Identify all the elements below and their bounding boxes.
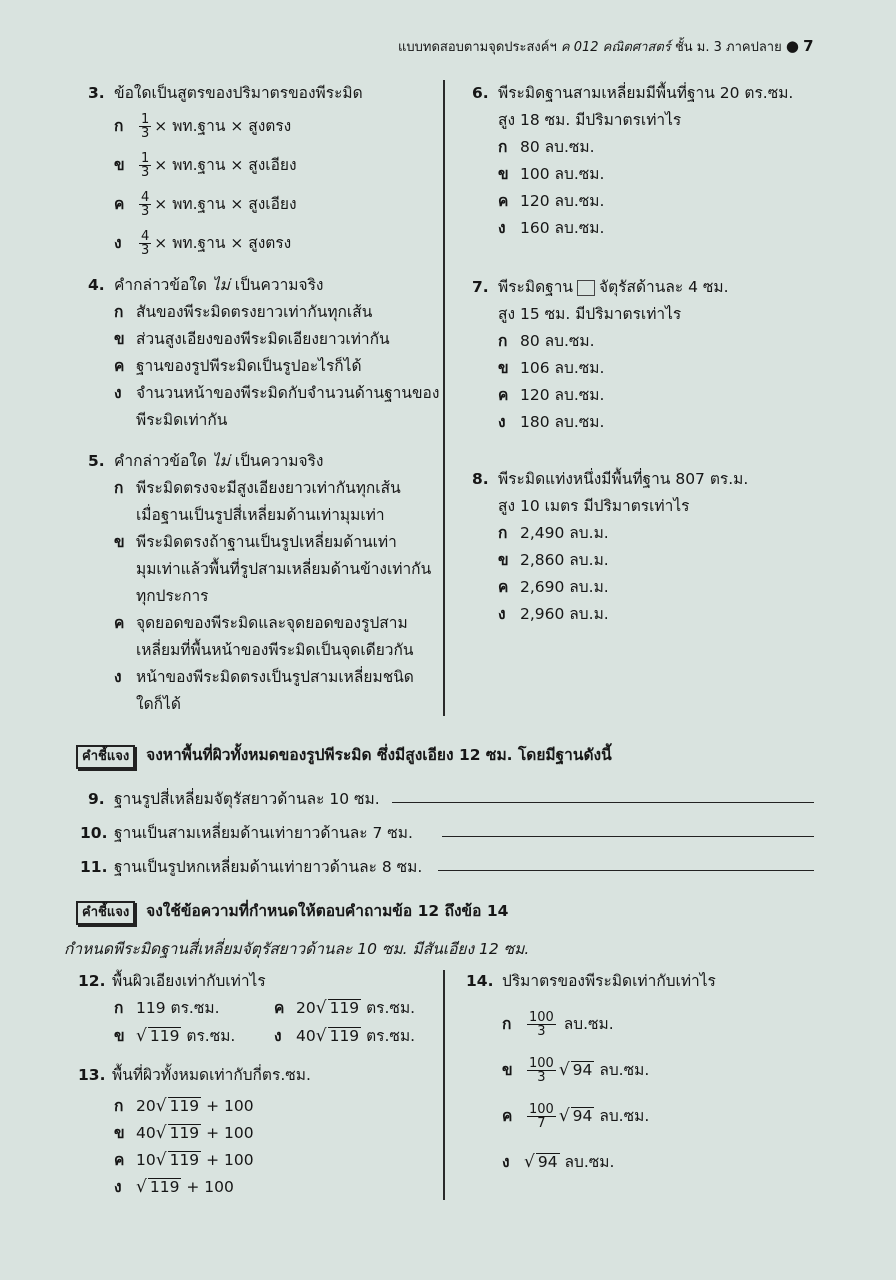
instruction-1: [76, 742, 876, 769]
option-c[interactable]: ค 20√ 119 ตร.ซม.: [274, 998, 416, 1018]
option-b[interactable]: ข $\frac{1}{3}$ × พท.ฐาน × สูงเอียง: [114, 151, 297, 180]
option-c[interactable]: ค 2,690 ลบ.ม.: [498, 578, 609, 596]
option-c[interactable]: ค ฐานของรูปพีระมิดเป็นรูปอะไรก็ได้: [114, 357, 362, 375]
question-12: 12. พื้นผิวเอียงเท่ากับเท่าไร ก 119 ตร.ซม. ค 20√ 119 ตร.ซม. ข √ 119 ตร.ซม. ง 40√ 119 ตร.ซม.: [78, 968, 438, 1051]
instruction-text: จงใช้ข้อความที่กำหนดให้ตอบคำถามข้อ 12 ถึงข้อ 14: [146, 902, 509, 920]
option-a[interactable]: ก 20√ 119 + 100: [114, 1096, 254, 1116]
option-d[interactable]: ง 160 ลบ.ซม.: [498, 219, 605, 237]
question-4: 4. คำกล่าวข้อใด ไม่ เป็นความจริง ก สันของพีระมิดตรงยาวเท่ากันทุกเส้น ข ส่วนสูงเอียงของพีระมิดเอียงยาวเท่ากัน ค ฐานของรูปพีระมิดเป็นรูปอะไรก็ได้ ง จำนวนหน้าของพีระมิดกับจำนวนด้านฐานของ พีระมิดเท่ากัน: [88, 272, 438, 434]
option-a[interactable]: ก $\frac{1}{3}$ × พท.ฐาน × สูงตรง: [114, 112, 292, 141]
question-6: 6. พีระมิดฐานสามเหลี่ยมมีพื้นที่ฐาน 20 ตร.ซม. สูง 18 ซม. มีปริมาตรเท่าไร ก 80 ลบ.ซม. ข 100 ลบ.ซม. ค 120 ลบ.ซม. ง 160 ลบ.ซม.: [472, 80, 872, 242]
option-b[interactable]: ข 40√ 119 + 100: [114, 1123, 254, 1143]
page-number: 7: [803, 37, 814, 55]
option-d[interactable]: ง 40√ 119 ตร.ซม.: [274, 1026, 416, 1046]
item-10: 10. ฐานเป็นสามเหลี่ยมด้านเท่ายาวด้านละ 7 ซม.: [80, 824, 413, 842]
question-8: 8. พีระมิดแท่งหนึ่งมีพื้นที่ฐาน 807 ตร.ม. สูง 10 เมตร มีปริมาตรเท่าไร ก 2,490 ลบ.ม. ข 2,860 ลบ.ม. ค 2,690 ลบ.ม. ง 2,960 ลบ.ม.: [472, 466, 872, 628]
option-b[interactable]: ข พีระมิดตรงถ้าฐานเป็นรูปเหลี่ยมด้านเท่า มุมเท่าแล้วพื้นที่รูปสามเหลี่ยมด้านข้างเท่ากัน ทุกประการ: [114, 533, 432, 605]
column-divider-top: [443, 80, 445, 716]
option-c[interactable]: ค $\frac{4}{3}$ × พท.ฐาน × สูงเอียง: [114, 190, 297, 219]
option-b[interactable]: ข 106 ลบ.ซม.: [498, 359, 605, 377]
instruction-text: จงหาพื้นที่ผิวทั้งหมดของรูปพีระมิด ซึ่งมีสูงเอียง 12 ซม. โดยมีฐานดังนี้: [146, 746, 612, 764]
option-a[interactable]: ก พีระมิดตรงจะมีสูงเอียงยาวเท่ากันทุกเส้น เมื่อฐานเป็นรูปสี่เหลี่ยมด้านเท่ามุมเท่า: [114, 479, 401, 524]
item-9: 9. ฐานรูปสี่เหลี่ยมจัตุรัสยาวด้านละ 10 ซม.: [88, 790, 380, 808]
question-text: ข้อใดเป็นสูตรของปริมาตรของพีระมิด: [114, 84, 363, 102]
option-a[interactable]: ก สันของพีระมิดตรงยาวเท่ากันทุกเส้น: [114, 303, 373, 321]
option-d[interactable]: ง √ 94 ลบ.ซม.: [502, 1152, 615, 1172]
option-b[interactable]: ข ส่วนสูงเอียงของพีระมิดเอียงยาวเท่ากัน: [114, 330, 390, 348]
option-d[interactable]: ง √ 119 + 100: [114, 1177, 234, 1197]
answer-line-9[interactable]: [392, 802, 814, 803]
instruction-label: คำชี้แจง: [76, 745, 135, 769]
item-11: 11. ฐานเป็นรูปหกเหลี่ยมด้านเท่ายาวด้านละ 8 ซม.: [80, 858, 423, 876]
header-code: ค 012 คณิตศาสตร์: [560, 40, 671, 55]
question-5: 5. คำกล่าวข้อใด ไม่ เป็นความจริง ก พีระมิดตรงจะมีสูงเอียงยาวเท่ากันทุกเส้น เมื่อฐานเป็นรูปสี่เหลี่ยมด้านเท่ามุมเท่า ข พีระมิดตรงถ้าฐานเป็นรูปเหลี่ยมด้านเท่า มุมเท่าแล้วพื้นที่รูปสามเหลี่ยมด้านข้างเท่ากัน ทุกประการ ค จุดยอดของพีระมิดและจุดยอดของรูปสาม เหลี่ยมที่พื้นหน้าของพีระมิดเป็นจุดเดียวกัน ง หน้าของพีระมิดตรงเป็นรูปสามเหลี่ยมชนิด ใดก็ได้: [88, 448, 438, 718]
option-b[interactable]: ข 2,860 ลบ.ม.: [498, 551, 609, 569]
option-b[interactable]: ข 100 ลบ.ซม.: [498, 165, 605, 183]
answer-line-11[interactable]: [438, 870, 814, 871]
question-number: 3.: [88, 84, 105, 102]
option-a[interactable]: ก 2,490 ลบ.ม.: [498, 524, 609, 542]
option-d[interactable]: ง $\frac{4}{3}$ × พท.ฐาน × สูงตรง: [114, 229, 292, 258]
column-divider-bottom: [443, 970, 445, 1200]
option-d[interactable]: ง 180 ลบ.ซม.: [498, 413, 605, 431]
instruction-2: [76, 898, 876, 925]
option-a[interactable]: ก 80 ลบ.ซม.: [498, 332, 595, 350]
option-c[interactable]: ค จุดยอดของพีระมิดและจุดยอดของรูปสาม เหลี่ยมที่พื้นหน้าของพีระมิดเป็นจุดเดียวกัน: [114, 614, 414, 659]
option-a[interactable]: ก 80 ลบ.ซม.: [498, 138, 595, 156]
instruction-label: คำชี้แจง: [76, 901, 135, 925]
question-3: [88, 80, 438, 263]
option-c[interactable]: ค 120 ลบ.ซม.: [498, 192, 605, 210]
option-a[interactable]: ก 119 ตร.ซม.: [114, 999, 220, 1017]
option-d[interactable]: ง 2,960 ลบ.ม.: [498, 605, 609, 623]
square-icon: [577, 280, 595, 296]
question-7: 7. พีระมิดฐาน จัตุรัสด้านละ 4 ซม. สูง 15 ซม. มีปริมาตรเท่าไร ก 80 ลบ.ซม. ข 106 ลบ.ซม. ค 120 ลบ.ซม. ง 180 ลบ.ซม.: [472, 274, 872, 436]
header-book: แบบทดสอบตามจุดประสงค์ฯ: [398, 40, 557, 55]
option-c[interactable]: ค 10√ 119 + 100: [114, 1150, 254, 1170]
option-a[interactable]: ก $\frac{100}{3}$ ลบ.ซม.: [502, 1010, 614, 1039]
option-c[interactable]: ค 120 ลบ.ซม.: [498, 386, 605, 404]
option-c[interactable]: ค $\frac{100}{7}$ √ 94 ลบ.ซม.: [502, 1102, 650, 1131]
option-b[interactable]: ข $\frac{100}{3}$ √ 94 ลบ.ซม.: [502, 1056, 650, 1085]
option-b[interactable]: ข √ 119 ตร.ซม.: [114, 1026, 236, 1046]
question-14: 14. ปริมาตรของพีระมิดเท่ากับเท่าไร ก $\frac{100}{3}$ ลบ.ซม. ข $\frac{100}{3}$ √ 94 ลบ.ซม. ค $\frac{100}{7}$ √ 94 ลบ.ซม. ง √ 94 ลบ.ซม.: [466, 968, 866, 1185]
option-d[interactable]: ง หน้าของพีระมิดตรงเป็นรูปสามเหลี่ยมชนิด ใดก็ได้: [114, 668, 414, 713]
given-statement: กำหนดพีระมิดฐานสี่เหลี่ยมจัตุรัสยาวด้านละ 10 ซม. มีสันเอียง 12 ซม.: [64, 940, 530, 958]
question-13: 13. พื้นที่ผิวทั้งหมดเท่ากับกี่ตร.ซม. ก 20√ 119 + 100 ข 40√ 119 + 100 ค 10√ 119 + 100 ง √ 119 + 100: [78, 1062, 438, 1201]
page-header: แบบทดสอบตามจุดประสงค์ฯ ค 012 คณิตศาสตร์ ชั้น ม. 3 ภาคปลาย ● 7: [398, 37, 814, 55]
answer-line-10[interactable]: [442, 836, 814, 837]
option-d[interactable]: ง จำนวนหน้าของพีระมิดกับจำนวนด้านฐานของ พีระมิดเท่ากัน: [114, 384, 440, 429]
header-grade: ชั้น ม. 3 ภาคปลาย: [674, 40, 782, 55]
